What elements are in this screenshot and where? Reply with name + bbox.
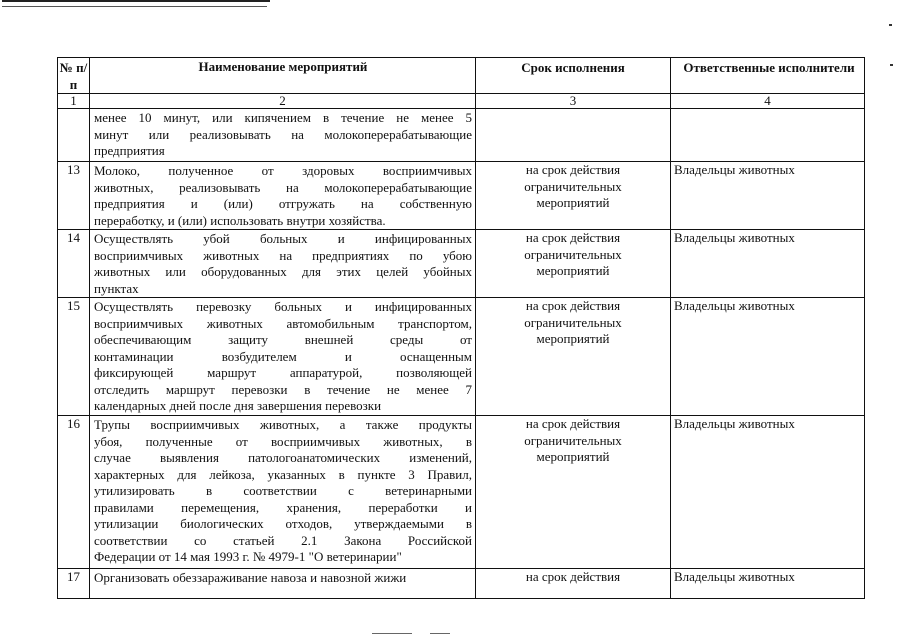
row-number: 15	[58, 298, 90, 416]
table-row	[58, 162, 865, 230]
top-rule	[2, 0, 270, 2]
term-line: на срок действия	[525, 416, 621, 431]
measure-line: утилизировать в соответствии с ветеринарными	[94, 483, 472, 498]
term-cell	[476, 162, 671, 230]
term-cell	[476, 569, 671, 599]
scan-speck	[889, 24, 892, 26]
measure-line: Молоко, полученное от здоровых восприимчивых	[94, 163, 472, 178]
measure-line: контаминации возбудителем и оснащенным	[94, 348, 472, 364]
measure-line: менее 10 минут, или кипячением в течение не менее 5	[94, 110, 472, 125]
header-executors: Ответственные исполнители	[671, 58, 865, 94]
executor-cell: Владельцы животных	[671, 230, 865, 298]
term-cell	[476, 230, 671, 298]
measure-line: утилизации биологических отходов, утверждаемыми в	[94, 516, 472, 531]
term-line: ограничительных	[524, 314, 622, 330]
measure-line: восприимчивых животных на предприятиях по убою	[94, 247, 472, 263]
measure-line: пунктах	[94, 280, 139, 296]
measure-line: правилами перемещения, хранения, переработки и	[94, 499, 472, 515]
executor-cell: Владельцы животных	[671, 298, 865, 416]
measure-line: предприятия	[94, 143, 165, 158]
term-line: ограничительных	[524, 178, 622, 194]
executor-cell: Владельцы животных	[671, 416, 865, 569]
term-line: на срок действия	[525, 569, 621, 584]
bottom-rule	[372, 633, 412, 634]
measure-line: случае выявления патологоанатомических изменений,	[94, 450, 472, 465]
measure-line: минут или реализовывать на молокоперерабатывающие	[94, 126, 472, 142]
executor-cell: Владельцы животных	[671, 569, 865, 599]
term-line: на срок действия	[525, 162, 621, 177]
measures-table	[57, 57, 865, 599]
term-cell	[476, 109, 671, 162]
measure-line: Осуществлять убой больных и инфицированных	[94, 231, 472, 246]
measure-line: Организовать обеззараживание навоза и навозной жижи	[94, 570, 407, 585]
measure-line: Федерации от 14 мая 1993 г. № 4979-1 "О ветеринарии"	[94, 549, 402, 564]
column-number: 4	[671, 94, 865, 109]
measure-line: животных или оборудованных для этих целей убойных	[94, 264, 472, 279]
measure-line: животных, реализовывать на молокоперерабатывающие	[94, 179, 472, 195]
measure-line: убоя, полученные от восприимчивых животных, в	[94, 433, 472, 449]
column-number: 1	[58, 94, 90, 109]
measure-line: восприимчивых животных автомобильным транспортом,	[94, 315, 472, 331]
executor-cell	[671, 109, 865, 162]
measure-line: предприятия и (или) отгружать на собственную	[94, 196, 472, 211]
scan-speck	[890, 64, 893, 66]
measure-text	[90, 230, 476, 298]
table-row	[58, 416, 865, 569]
column-numbers-row	[58, 94, 865, 109]
bottom-rule	[430, 633, 450, 634]
measure-text	[90, 298, 476, 416]
table-row	[58, 230, 865, 298]
measure-text	[90, 109, 476, 162]
header-term: Срок исполнения	[476, 58, 671, 94]
table-row	[58, 109, 865, 162]
column-number: 2	[90, 94, 476, 109]
term-line: на срок действия	[525, 298, 621, 313]
term-line: мероприятий	[536, 195, 610, 210]
term-line: на срок действия	[525, 230, 621, 245]
measure-line: календарных дней после дня завершения перевозки	[94, 398, 382, 413]
term-line: ограничительных	[524, 246, 622, 262]
term-line: ограничительных	[524, 432, 622, 448]
measure-line: Трупы восприимчивых животных, а также продукты	[94, 417, 472, 432]
term-cell	[476, 298, 671, 416]
term-line: мероприятий	[536, 263, 610, 278]
row-number: 14	[58, 230, 90, 298]
row-number	[58, 109, 90, 162]
row-number: 13	[58, 162, 90, 230]
measure-text	[90, 162, 476, 230]
header-number: № п/п	[58, 58, 90, 94]
row-number: 17	[58, 569, 90, 599]
measure-line: обеспечивающим защиту внешней среды от	[94, 332, 472, 347]
header-measures: Наименование мероприятий	[90, 58, 476, 94]
term-line: мероприятий	[536, 331, 610, 346]
executor-cell: Владельцы животных	[671, 162, 865, 230]
table-row	[58, 569, 865, 599]
measure-line: Осуществлять перевозку больных и инфицированных	[94, 299, 472, 314]
measure-text	[90, 416, 476, 569]
row-number: 16	[58, 416, 90, 569]
measure-line: отследить маршрут перевозки в течение не менее 7	[94, 381, 472, 397]
column-number: 3	[476, 94, 671, 109]
table-header-row	[58, 58, 865, 94]
measure-line: фиксирующей маршрут аппаратурой, позволяющей	[94, 365, 472, 380]
term-cell	[476, 416, 671, 569]
table-body	[58, 109, 865, 599]
term-line: мероприятий	[536, 449, 610, 464]
measure-line: соответствии со статьей 2.1 Закона Российской	[94, 532, 472, 548]
table-row	[58, 298, 865, 416]
measure-line: характерных для лейкоза, указанных в пункте 3 Правил,	[94, 466, 472, 482]
measure-text	[90, 569, 476, 599]
top-rule-thin	[2, 6, 267, 7]
measure-line: переработку, и (или) использовать внутри хозяйства.	[94, 212, 386, 228]
